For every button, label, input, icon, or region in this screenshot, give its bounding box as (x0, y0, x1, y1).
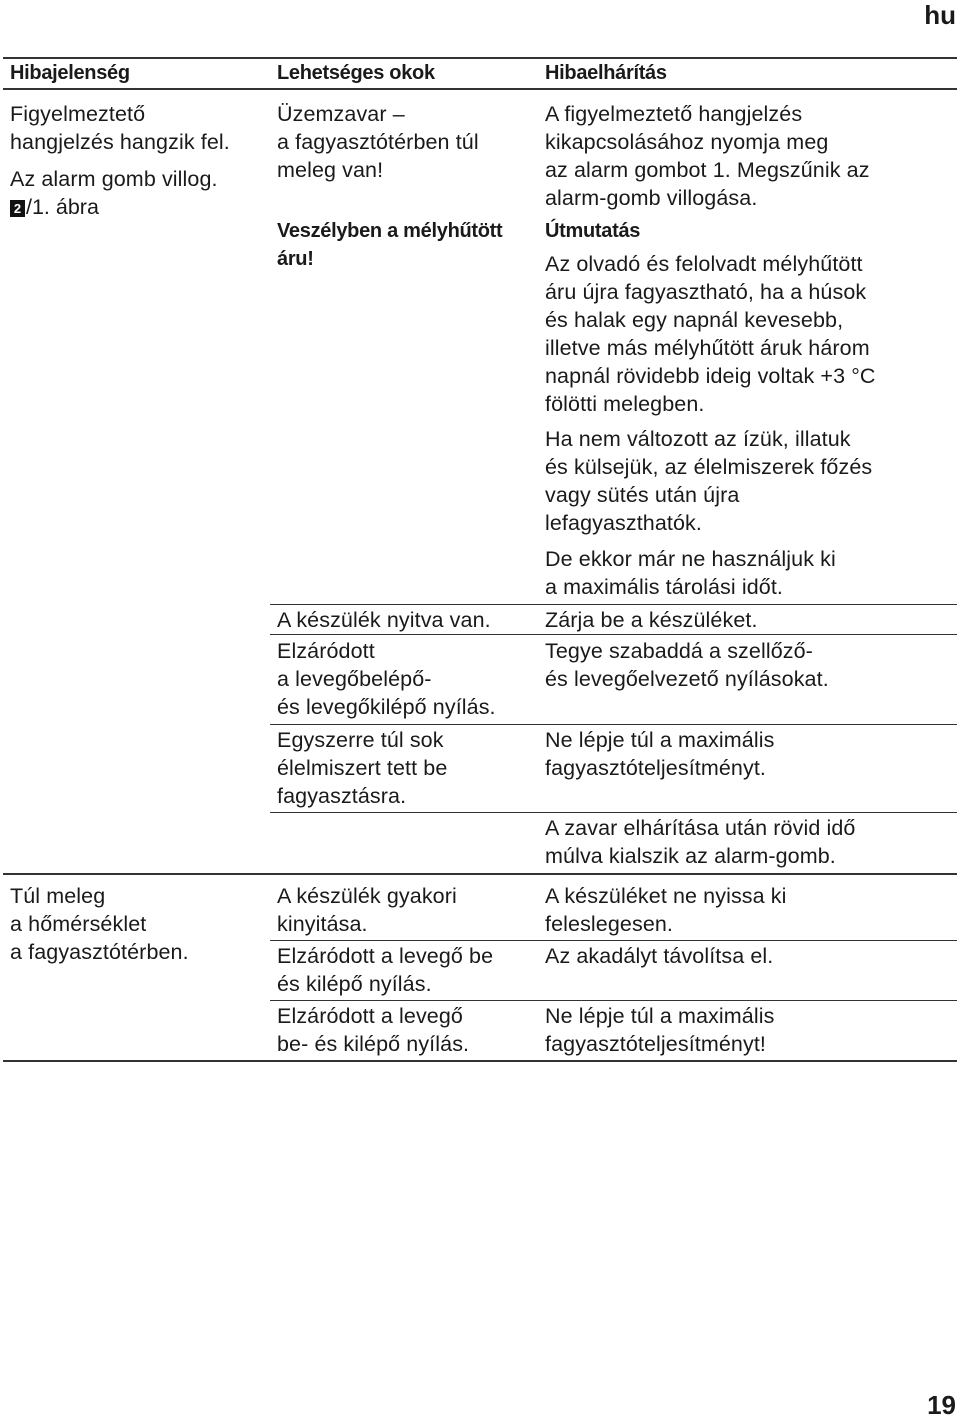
row-divider (3, 873, 957, 875)
remedy-text: A készüléket ne nyissa ki feleslegesen. (545, 884, 787, 936)
remedy-text: Az olvadó és felolvadt mélyhűtött áru újra fagyasztható, ha a húsok és halak egy napnál kevesebb, illetve más mélyhűtött áruk három napnál rövidebb ideig voltak +3 °C fölötti melegben. (545, 252, 876, 416)
remedy-text: Az akadályt távolítsa el. (545, 944, 774, 968)
top-rule (3, 57, 957, 59)
cause-text: Elzáródott a levegőbelépő- és levegőkilépő nyílás. (277, 639, 496, 719)
header-cause: Lehetséges okok (277, 62, 435, 84)
cause-text: Elzáródott a levegő be- és kilépő nyílás. (277, 1004, 470, 1056)
row-divider (270, 812, 957, 813)
remedy-text: A zavar elhárítása után rövid idő múlva kialszik az alarm-gomb. (545, 816, 856, 868)
remedy-text: A figyelmeztető hangjelzés kikapcsolásához nyomja meg az alarm gombot 1. Megszűnik az alarm-gomb villogása. (545, 102, 870, 210)
cause-warning: Veszélyben a mélyhűtött áru! (277, 220, 503, 270)
row-divider (270, 604, 957, 605)
page-number: 19 (927, 1390, 956, 1420)
header-rule (3, 88, 957, 90)
remedy-heading: Útmutatás (545, 220, 641, 242)
symptom-text: Az alarm gomb villog. (10, 167, 218, 191)
cause-text: A készülék gyakori kinyitása. (277, 884, 457, 936)
symptom-text: Túl meleg a hőmérséklet a fagyasztótérben. (10, 884, 189, 964)
row-divider (270, 724, 957, 725)
symptom-text: Figyelmeztető hangjelzés hangzik fel. (10, 102, 230, 154)
row-divider (270, 634, 957, 635)
row-divider (270, 940, 957, 941)
header-remedy: Hibaelhárítás (545, 62, 667, 84)
figure-reference (10, 193, 99, 221)
remedy-text: Ha nem változott az ízük, illatuk és külsejük, az élelmiszerek főzés vagy sütés után újra lefagyaszthatók. (545, 427, 873, 535)
language-tag: hu (924, 0, 956, 30)
header-symptom: Hibajelenség (10, 62, 130, 84)
cause-text: Elzáródott a levegő be és kilépő nyílás. (277, 944, 494, 996)
remedy-text: Ne lépje túl a maximális fagyasztóteljesítményt! (545, 1004, 775, 1056)
remedy-text: De ekkor már ne használjuk ki a maximális tárolási időt. (545, 547, 836, 599)
remedy-text: Ne lépje túl a maximális fagyasztóteljesítményt. (545, 728, 775, 780)
remedy-text: Tegye szabaddá a szellőző- és levegőelvezető nyílásokat. (545, 639, 829, 691)
figure-number-box: 2 (10, 200, 25, 217)
cause-text: Egyszerre túl sok élelmiszert tett be fagyasztásra. (277, 728, 448, 808)
cause-text: Üzemzavar – a fagyasztótérben túl meleg van! (277, 102, 479, 182)
cause-text: A készülék nyitva van. (277, 608, 491, 632)
remedy-text: Zárja be a készüléket. (545, 608, 758, 632)
figure-suffix: /1. ábra (26, 195, 99, 219)
bottom-rule (3, 1060, 957, 1062)
row-divider (270, 1000, 957, 1001)
